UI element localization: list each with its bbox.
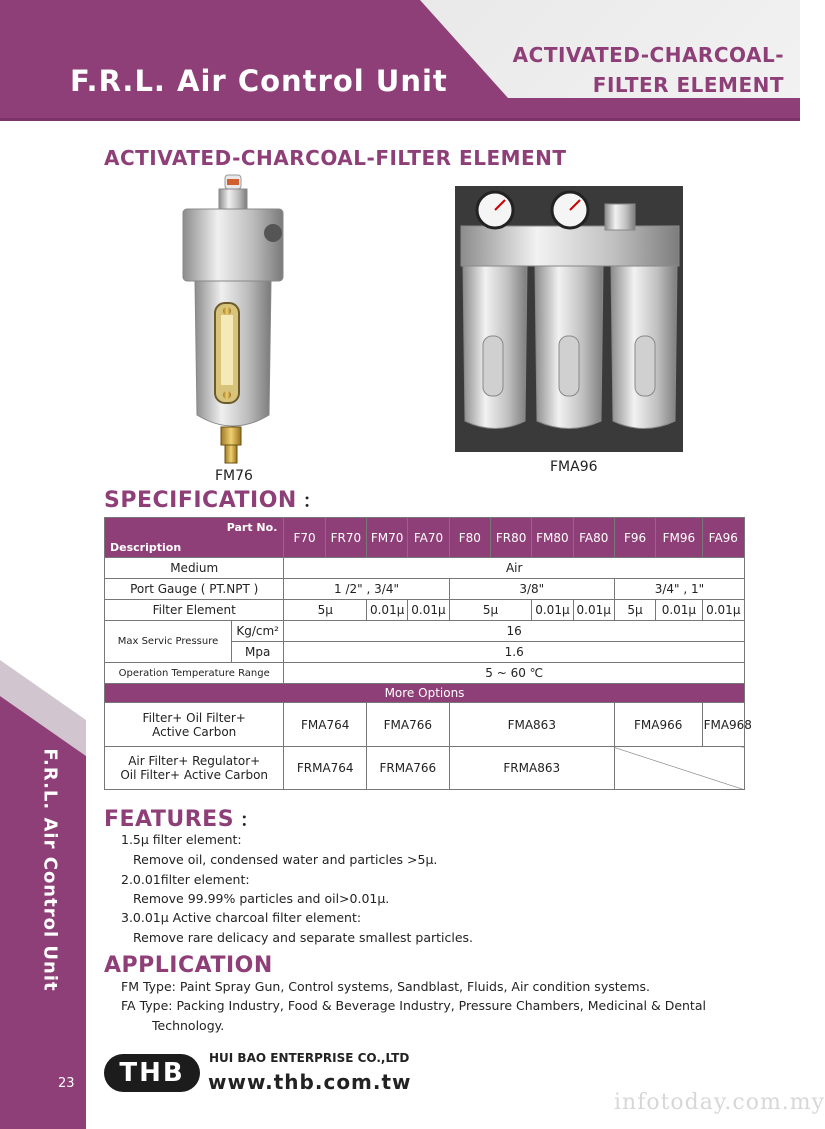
empty-diagonal-cell <box>614 747 744 790</box>
filter-element-value: 0.01μ <box>408 600 449 621</box>
header-subtitle-line2: FILTER ELEMENT <box>592 73 784 97</box>
filter-element-value: 0.01μ <box>702 600 744 621</box>
main-heading: ACTIVATED-CHARCOAL-FILTER ELEMENT <box>104 146 567 170</box>
table-row <box>105 621 745 642</box>
option-value: FMA966 <box>614 703 702 747</box>
part-no-label: Part No. <box>226 521 278 534</box>
header-title: F.R.L. Air Control Unit <box>70 64 448 98</box>
medium-value: Air <box>284 558 745 579</box>
model-header: FA70 <box>408 518 449 558</box>
pressure-value: 16 <box>284 621 745 642</box>
model-header: FM96 <box>656 518 702 558</box>
application-line: FM Type: Paint Spray Gun, Control systems, Sandblast, Fluids, Air condition systems. <box>121 979 650 994</box>
more-options-label: More Options <box>105 684 745 703</box>
table-row <box>105 579 745 600</box>
specification-heading-text: SPECIFICATION <box>104 488 297 513</box>
features-heading <box>104 806 259 832</box>
option-value: FMA863 <box>449 703 614 747</box>
port-gauge-label: Port Gauge ( PT.NPT ) <box>105 579 284 600</box>
feature-line: Remove oil, condensed water and particles >5μ. <box>133 852 438 867</box>
application-heading: APPLICATION <box>104 953 273 978</box>
table-row <box>105 747 745 790</box>
application-line: FA Type: Packing Industry, Food & Beverage Industry, Pressure Chambers, Medicinal & Dental <box>121 998 706 1013</box>
company-name: HUI BAO ENTERPRISE CO.,LTD <box>209 1051 410 1065</box>
filter-element-value: 5μ <box>284 600 367 621</box>
model-header: FR80 <box>490 518 531 558</box>
port-gauge-value: 1 /2" , 3/4" <box>284 579 449 600</box>
model-header: F80 <box>449 518 490 558</box>
pressure-value: 1.6 <box>284 642 745 663</box>
option-label <box>105 747 284 790</box>
fma96-product-image <box>455 186 683 452</box>
table-row <box>105 663 745 684</box>
max-pressure-label: Max Servic Pressure <box>105 621 232 663</box>
watermark: infotoday.com.my <box>614 1090 825 1115</box>
page-header <box>0 0 800 122</box>
model-header: F70 <box>284 518 325 558</box>
temperature-label: Operation Temperature Range <box>105 663 284 684</box>
table-row <box>105 703 745 747</box>
filter-element-value: 0.01μ <box>367 600 408 621</box>
model-header: F96 <box>614 518 655 558</box>
feature-line: 1.5μ filter element: <box>121 832 242 847</box>
fm76-product-image <box>175 175 290 465</box>
filter-element-label: Filter Element <box>105 600 284 621</box>
feature-line: Remove rare delicacy and separate smallest particles. <box>133 930 474 945</box>
option-value: FMA968 <box>702 703 744 747</box>
table-header-row <box>105 518 745 558</box>
model-header: FA80 <box>573 518 614 558</box>
fm76-caption: FM76 <box>215 468 253 484</box>
website-link[interactable]: www.thb.com.tw <box>208 1070 412 1094</box>
option-value: FMA766 <box>367 703 450 747</box>
specification-heading <box>104 487 321 513</box>
thb-logo: THB <box>104 1054 200 1092</box>
option-value: FMA764 <box>284 703 367 747</box>
option-label-line: Air Filter+ Regulator+ <box>128 754 261 768</box>
side-band-label: F.R.L. Air Control Unit <box>39 748 61 992</box>
option-value: FRMA766 <box>367 747 450 790</box>
header-subtitle-line1: ACTIVATED-CHARCOAL- <box>512 43 784 67</box>
pressure-unit: Kg/cm² <box>231 621 283 642</box>
features-heading-colon: ： <box>240 810 259 831</box>
feature-line: 2.0.01filter element: <box>121 872 250 887</box>
temperature-value: 5 ~ 60 ℃ <box>284 663 745 684</box>
filter-element-value: 0.01μ <box>573 600 614 621</box>
header-corner-cell <box>105 518 284 558</box>
model-header: FA96 <box>702 518 744 558</box>
filter-element-value: 5μ <box>449 600 532 621</box>
option-label <box>105 703 284 747</box>
model-header: FM80 <box>532 518 573 558</box>
filter-element-value: 0.01μ <box>532 600 573 621</box>
option-label-line: Active Carbon <box>152 724 237 739</box>
medium-label: Medium <box>105 558 284 579</box>
port-gauge-value: 3/8" <box>449 579 614 600</box>
description-label: Description <box>110 541 182 554</box>
table-row <box>105 558 745 579</box>
more-options-row <box>105 684 745 703</box>
pressure-unit: Mpa <box>231 642 283 663</box>
page-number: 23 <box>58 1076 75 1091</box>
filter-element-value: 5μ <box>614 600 655 621</box>
model-header: FR70 <box>325 518 366 558</box>
option-value: FRMA764 <box>284 747 367 790</box>
feature-line: Remove 99.99% particles and oil>0.01μ. <box>133 891 390 906</box>
table-row <box>105 600 745 621</box>
option-label-line: Oil Filter+ Active Carbon <box>120 768 269 782</box>
specification-table <box>104 517 752 790</box>
feature-line: 3.0.01μ Active charcoal filter element: <box>121 910 362 925</box>
specification-heading-colon: ： <box>302 491 322 512</box>
application-line: Technology. <box>152 1018 225 1033</box>
features-heading-text: FEATURES <box>104 807 235 832</box>
model-header: FM70 <box>367 518 408 558</box>
header-subtitle <box>464 40 784 100</box>
filter-element-value: 0.01μ <box>656 600 702 621</box>
fma96-caption: FMA96 <box>550 459 598 475</box>
option-value: FRMA863 <box>449 747 614 790</box>
header-underline <box>0 118 800 121</box>
option-label-line: Filter+ Oil Filter+ <box>142 710 246 725</box>
port-gauge-value: 3/4" , 1" <box>614 579 744 600</box>
